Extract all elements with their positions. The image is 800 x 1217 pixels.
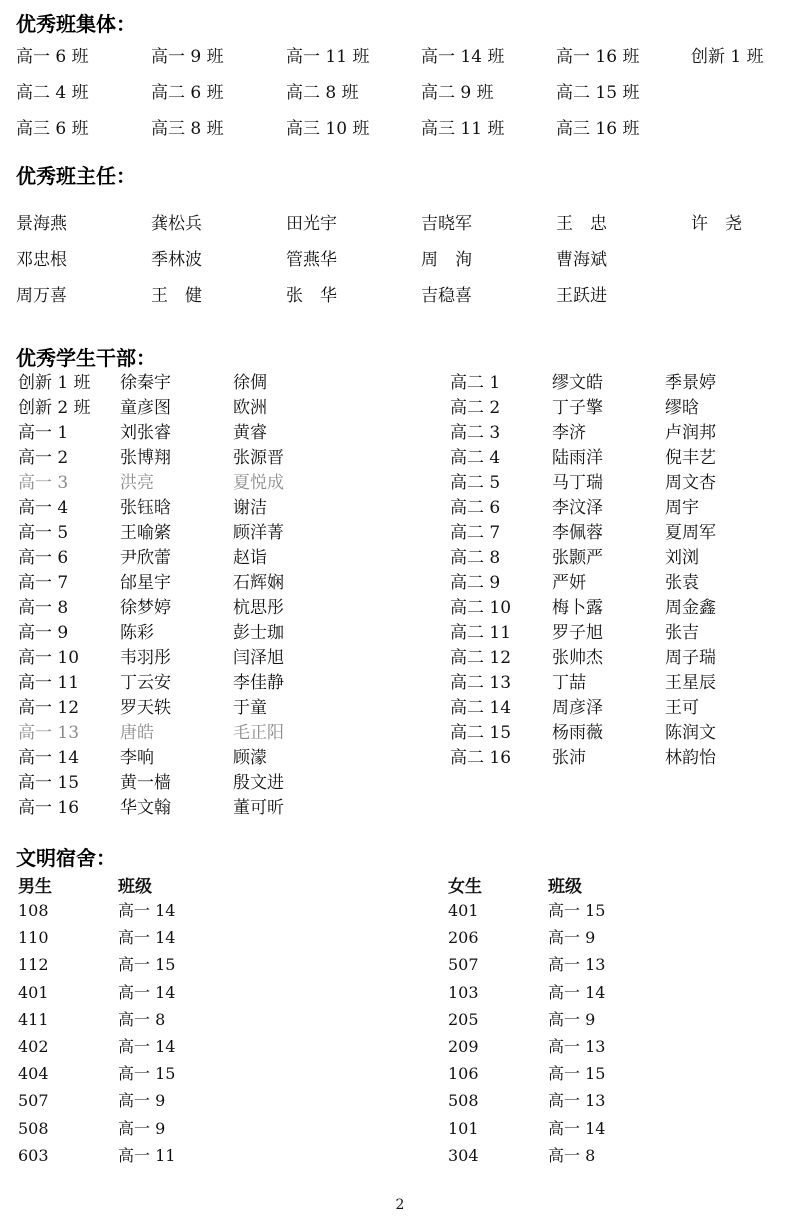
cadre-name: 欧洲 [233, 398, 267, 418]
dorm-room: 209 [448, 1036, 479, 1056]
cadre-name: 陈彩 [120, 623, 154, 643]
dorm-class: 高一 14 [118, 901, 176, 920]
dorm-room: 507 [18, 1091, 49, 1111]
dorm-row [448, 1009, 748, 1036]
cadre-name: 王可 [665, 698, 699, 718]
dorm-room: 603 [18, 1145, 49, 1165]
section-title-excellent-teachers: 优秀班主任： [16, 164, 136, 188]
teacher-name: 王 忠 [556, 214, 607, 234]
dorms-girls-table [448, 876, 748, 1172]
dorm-class: 高一 14 [118, 1036, 176, 1056]
cadre-name: 夏周军 [665, 523, 716, 543]
dorm-class: 高一 8 [118, 1009, 166, 1029]
girls-class-header-label: 班级 [548, 877, 582, 897]
class-name: 高一 14 班 [421, 47, 505, 67]
girls-header-label: 女生 [448, 877, 482, 897]
teacher-name: 季林波 [151, 250, 202, 270]
dorm-class: 高一 9 [548, 1009, 596, 1029]
dorm-row [18, 927, 318, 954]
cadre-name: 李汶泽 [552, 498, 603, 518]
teacher-name: 吉稳喜 [421, 286, 472, 306]
cadre-name: 马丁瑞 [552, 473, 603, 493]
cadre-name: 丁子擎 [552, 398, 603, 418]
cadre-class: 高二 4 [450, 448, 501, 468]
dorm-room: 411 [18, 1009, 49, 1029]
cadre-name: 洪亮 [120, 473, 154, 493]
class-name: 高三 11 班 [421, 119, 505, 139]
cadre-name: 张钰晗 [120, 498, 171, 518]
cadre-name: 李济 [552, 423, 586, 443]
cadre-class: 高二 13 [450, 673, 512, 693]
dorm-room: 402 [18, 1036, 49, 1056]
cadre-name: 徐倜 [233, 373, 267, 393]
class-row [16, 46, 786, 82]
cadre-name: 周宇 [665, 498, 699, 518]
class-name: 高三 6 班 [16, 119, 89, 139]
cadre-name: 徐秦宇 [120, 373, 171, 393]
cadre-class: 高二 14 [450, 698, 512, 718]
cadre-class: 高一 11 [18, 673, 80, 693]
dorm-room: 508 [448, 1091, 479, 1111]
dorm-room: 304 [448, 1145, 479, 1165]
dorm-class: 高一 9 [548, 928, 596, 948]
cadre-name: 刘张睿 [120, 423, 171, 443]
cadre-name: 王星辰 [665, 673, 716, 693]
section-title-excellent-classes: 优秀班集体： [16, 12, 136, 36]
cadre-class: 高一 13 [18, 723, 80, 743]
cadre-name: 谢洁 [233, 498, 267, 518]
cadre-class: 高二 7 [450, 523, 501, 543]
cadre-name: 顾洋菁 [233, 523, 284, 543]
teacher-name: 许 尧 [691, 214, 742, 234]
dorm-class: 高一 14 [118, 982, 176, 1002]
teacher-name: 田光宇 [286, 214, 337, 234]
cadre-name: 黄睿 [233, 423, 267, 443]
cadre-name: 石辉娴 [233, 573, 284, 593]
cadre-class: 高二 1 [450, 373, 501, 393]
dorm-row [448, 954, 748, 981]
cadre-class: 高一 10 [18, 648, 80, 668]
cadre-class: 高一 1 [18, 423, 69, 443]
cadre-class: 高一 9 [18, 623, 69, 643]
teacher-name: 王跃进 [556, 286, 607, 306]
cadre-name: 赵诣 [233, 548, 267, 568]
dorm-class: 高一 14 [118, 928, 176, 948]
teacher-name: 吉晓军 [421, 214, 472, 234]
cadre-class: 高一 7 [18, 573, 69, 593]
cadre-name: 华文翰 [120, 798, 171, 818]
cadre-name: 张帅杰 [552, 648, 603, 668]
teacher-name: 景海燕 [16, 214, 67, 234]
dorms-boys-header [18, 876, 318, 900]
teacher-name: 管燕华 [286, 250, 337, 270]
cadre-class: 高二 6 [450, 498, 501, 518]
cadre-name: 韦羽彤 [120, 648, 171, 668]
cadre-class: 高二 3 [450, 423, 501, 443]
class-name: 高二 9 班 [421, 83, 494, 103]
cadre-class: 高一 5 [18, 523, 69, 543]
cadre-name: 周子瑞 [665, 648, 716, 668]
dorm-row [18, 1118, 318, 1145]
class-name: 高三 8 班 [151, 119, 224, 139]
class-name: 创新 1 班 [691, 47, 764, 67]
dorm-class: 高一 15 [118, 955, 176, 975]
section-title-civilized-dorms: 文明宿舍： [16, 846, 116, 870]
dorms-girls-header [448, 876, 748, 900]
cadre-name: 于童 [233, 698, 267, 718]
dorm-row [448, 982, 748, 1009]
cadre-class: 高一 3 [18, 473, 69, 493]
teacher-name: 曹海斌 [556, 250, 607, 270]
cadre-name: 丁喆 [552, 673, 586, 693]
class-name: 高三 16 班 [556, 119, 640, 139]
cadre-class: 创新 2 班 [18, 398, 91, 418]
dorm-room: 103 [448, 982, 479, 1002]
cadre-class: 高一 12 [18, 698, 80, 718]
teacher-row [16, 249, 786, 285]
cadre-name: 张博翔 [120, 448, 171, 468]
cadre-name: 唐皓 [120, 723, 154, 743]
dorm-row [448, 900, 748, 927]
cadre-name: 夏悦成 [233, 473, 284, 493]
dorm-class: 高一 9 [118, 1118, 166, 1138]
dorm-room: 401 [448, 901, 479, 920]
teacher-name: 邓忠根 [16, 250, 67, 270]
cadre-class: 高二 10 [450, 598, 512, 618]
teacher-name: 周万喜 [16, 286, 67, 306]
cadre-class: 高二 2 [450, 398, 501, 418]
cadre-name: 季景婷 [665, 373, 716, 393]
cadre-name: 李佩蓉 [552, 523, 603, 543]
dorm-row [448, 1145, 748, 1172]
cadre-name: 张吉 [665, 623, 699, 643]
cadre-name: 董可昕 [233, 798, 284, 818]
dorm-room: 110 [18, 928, 49, 948]
cadre-name: 刘浏 [665, 548, 699, 568]
cadre-name: 周彦泽 [552, 698, 603, 718]
cadre-name: 王喻綮 [120, 523, 171, 543]
dorm-row [448, 1090, 748, 1117]
cadre-class: 高二 16 [450, 748, 512, 768]
cadre-name: 李佳静 [233, 673, 284, 693]
class-name: 高二 4 班 [16, 83, 89, 103]
cadre-class: 高一 16 [18, 798, 80, 818]
cadre-name: 罗天轶 [120, 698, 171, 718]
class-name: 高二 8 班 [286, 83, 359, 103]
dorm-class: 高一 15 [118, 1064, 176, 1084]
dorm-class: 高一 11 [118, 1145, 176, 1165]
cadre-name: 周金鑫 [665, 598, 716, 618]
teacher-name: 张 华 [286, 286, 337, 306]
class-name: 高三 10 班 [286, 119, 370, 139]
cadre-name: 闫泽旭 [233, 648, 284, 668]
class-name: 高一 6 班 [16, 47, 89, 67]
cadre-class: 高一 14 [18, 748, 80, 768]
page-number: 2 [395, 1197, 405, 1213]
dorm-room: 101 [448, 1118, 479, 1138]
dorm-class: 高一 8 [548, 1145, 596, 1165]
cadre-name: 殷文进 [233, 773, 284, 793]
teacher-name: 龚松兵 [151, 214, 202, 234]
dorm-class: 高一 13 [548, 1036, 606, 1056]
cadre-class: 高一 4 [18, 498, 69, 518]
cadre-name: 杭思彤 [233, 598, 284, 618]
cadre-class: 高一 6 [18, 548, 69, 568]
dorm-room: 106 [448, 1064, 479, 1084]
cadre-name: 童彦图 [120, 398, 171, 418]
dorms-boys-table [18, 876, 318, 1172]
dorm-row [18, 982, 318, 1009]
dorm-row [18, 1036, 318, 1063]
section-title-excellent-cadres: 优秀学生干部： [16, 346, 156, 370]
dorm-room: 108 [18, 901, 49, 920]
cadre-name: 尹欣蕾 [120, 548, 171, 568]
dorm-class: 高一 15 [548, 901, 606, 920]
class-name: 高一 16 班 [556, 47, 640, 67]
dorm-row [18, 1009, 318, 1036]
cadre-name: 陆雨洋 [552, 448, 603, 468]
cadre-class: 高二 11 [450, 623, 512, 643]
dorm-class: 高一 13 [548, 955, 606, 975]
cadre-name: 张沛 [552, 748, 586, 768]
cadre-name: 梅卜露 [552, 598, 603, 618]
cadre-class: 高一 8 [18, 598, 69, 618]
cadre-class: 高二 8 [450, 548, 501, 568]
dorm-class: 高一 13 [548, 1091, 606, 1111]
dorm-class: 高一 14 [548, 982, 606, 1002]
dorm-room: 508 [18, 1118, 49, 1138]
cadre-name: 张颢严 [552, 548, 603, 568]
cadre-class: 高一 15 [18, 773, 80, 793]
teacher-row [16, 213, 786, 249]
dorm-room: 205 [448, 1009, 479, 1029]
boys-header-label: 男生 [18, 877, 52, 897]
class-name: 高一 11 班 [286, 47, 370, 67]
dorm-row [448, 1036, 748, 1063]
dorm-row [18, 1063, 318, 1090]
cadre-name: 丁云安 [120, 673, 171, 693]
cadre-name: 张袁 [665, 573, 699, 593]
teacher-row [16, 285, 786, 321]
dorm-room: 401 [18, 982, 49, 1002]
cadre-name: 杨雨薇 [552, 723, 603, 743]
cadre-name: 彭士珈 [233, 623, 284, 643]
cadre-name: 徐梦婷 [120, 598, 171, 618]
cadre-name: 毛正阳 [233, 723, 284, 743]
dorm-row [448, 927, 748, 954]
dorm-room: 404 [18, 1064, 49, 1084]
cadre-name: 黄一樯 [120, 773, 171, 793]
cadre-class: 创新 1 班 [18, 373, 91, 393]
class-name: 高二 6 班 [151, 83, 224, 103]
dorm-room: 507 [448, 955, 479, 975]
cadre-class: 高二 5 [450, 473, 501, 493]
class-row [16, 82, 786, 118]
cadre-class: 高二 9 [450, 573, 501, 593]
cadre-class: 高二 15 [450, 723, 512, 743]
dorm-row [18, 1145, 318, 1172]
dorm-row [18, 1090, 318, 1117]
boys-class-header-label: 班级 [118, 877, 152, 897]
dorm-room: 112 [18, 955, 49, 975]
dorm-row [18, 900, 318, 927]
cadre-name: 卢润邦 [665, 423, 716, 443]
dorm-row [448, 1118, 748, 1145]
class-name: 高二 15 班 [556, 83, 640, 103]
dorm-class: 高一 9 [118, 1091, 166, 1111]
teacher-name: 周 洵 [421, 250, 472, 270]
dorm-row [448, 1063, 748, 1090]
class-name: 高一 9 班 [151, 47, 224, 67]
cadre-name: 李响 [120, 748, 154, 768]
cadre-name: 林韵怡 [665, 748, 716, 768]
excellent-classes-grid [16, 46, 786, 154]
cadre-name: 陈润文 [665, 723, 716, 743]
cadre-class: 高一 2 [18, 448, 69, 468]
class-row [16, 118, 786, 154]
dorm-class: 高一 15 [548, 1064, 606, 1084]
cadre-name: 邰星宇 [120, 573, 171, 593]
cadre-name: 顾濛 [233, 748, 267, 768]
cadre-name: 倪丰艺 [665, 448, 716, 468]
teacher-name: 王 健 [151, 286, 202, 306]
dorm-row [18, 954, 318, 981]
excellent-teachers-grid [16, 213, 786, 321]
cadre-name: 缪晗 [665, 398, 699, 418]
dorm-room: 206 [448, 928, 479, 948]
cadre-name: 缪文皓 [552, 373, 603, 393]
cadre-name: 张源晋 [233, 448, 284, 468]
dorm-class: 高一 14 [548, 1118, 606, 1138]
cadre-name: 周文杏 [665, 473, 716, 493]
cadre-name: 严妍 [552, 573, 586, 593]
cadre-class: 高二 12 [450, 648, 512, 668]
cadre-name: 罗子旭 [552, 623, 603, 643]
